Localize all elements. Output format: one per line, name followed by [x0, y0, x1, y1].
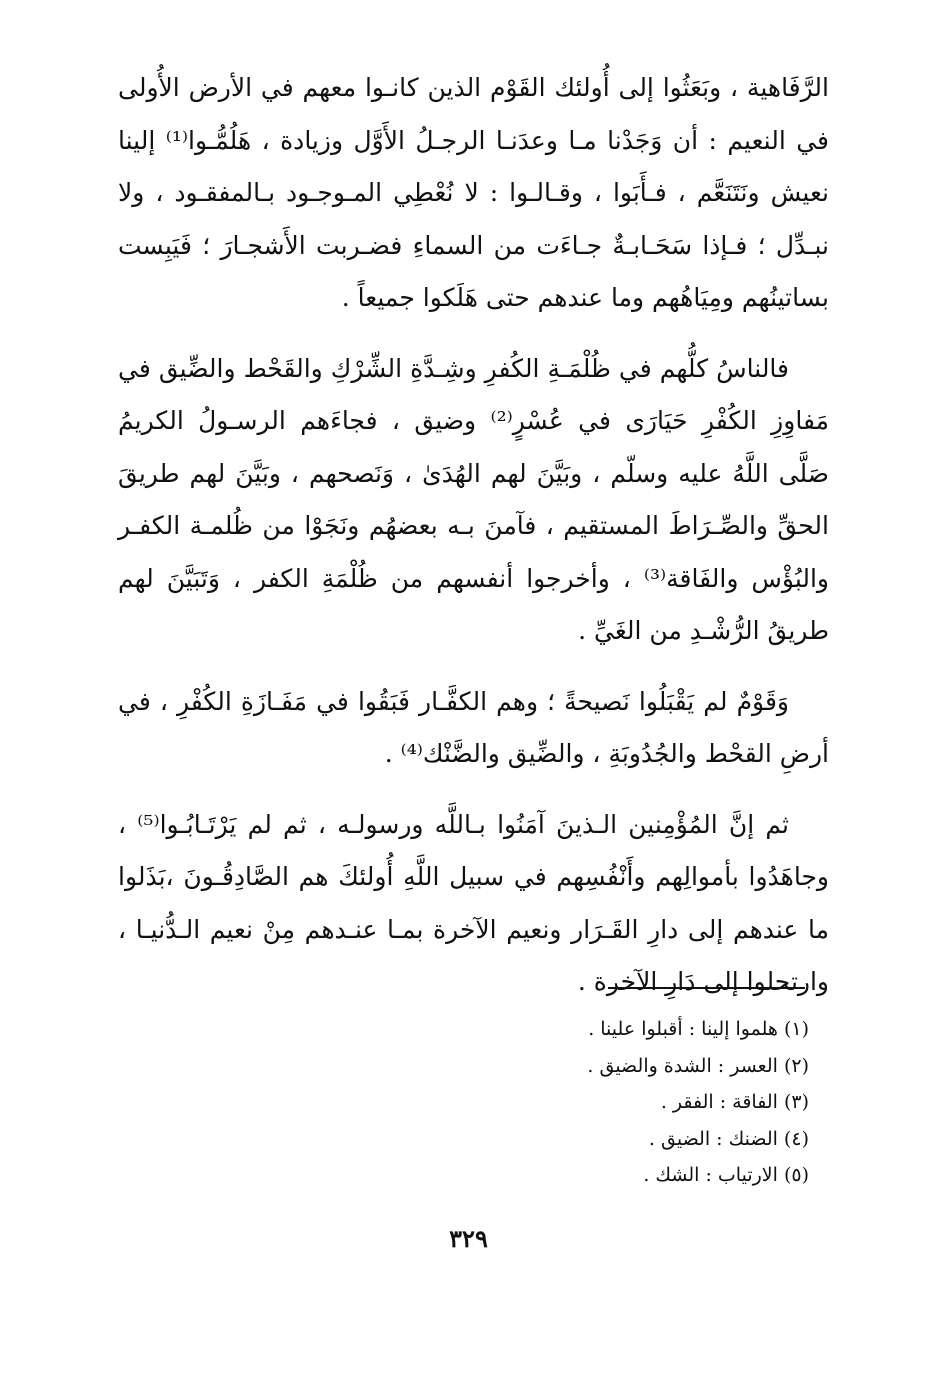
footnote-1: (١) هلموا إلينا : أقبلوا علينا . — [588, 1018, 809, 1040]
footnote-4: (٤) الضنك : الضيق . — [648, 1127, 809, 1150]
footnote-3: (٣) الفاقة : الفقر . — [660, 1091, 809, 1113]
footnote-2: (٢) العسر : الشدة والضيق . — [587, 1054, 809, 1077]
footnote-separator — [608, 987, 805, 989]
footnotes-list — [309, 1011, 809, 1194]
paragraph-3: وَقَوْمٌ لم يَقْبَلُوا نَصيحةً ؛ وهم الكفَّـار فَبَقُوا في مَفَـازَةِ الكُفْرِ ، في أرضِ القحْط والجُدُوبَةِ ، والضِّيق والضَّنْك⁽⁴⁾ . — [118, 686, 829, 768]
paragraph-1: الرَّفَاهية ، وبَعَثُوا إلى أُولئك القَوْم الذين كانـوا معهم في الأرض الأُولى في النعيم : أن وَجَدْنا مـا وعدَنـا الرجـلُ الأَوَّل وزيادة ، هَلُمُّـوا⁽¹⁾ إلينا نعيش ونَتَنَعَّم ، فـأَبَوا ، وقـالـوا : لا نُعْطِي المـوجـود بـالمفقـود ، ولا نبـدِّل ؛ فـإذا سَحَـابـةٌ جـاءَت من السماءِ فضـربت الأَشجـارَ ؛ فَيَبِست بساتينُهم ومِيَاهُهم وما عندهم حتى هَلَكوا جميعاً . — [118, 73, 829, 312]
paragraph-2: فالناسُ كلُّهم في ظُلْمَـةِ الكُفرِ وشِـدَّةِ الشِّرْكِ والقَحْط والضِّيق في مَفاوِزِ الكُفْرِ حَيَارَى في عُسْرٍ⁽²⁾ وضيق ، فجاءَهم الرسـولُ الكريمُ صَلَّى اللَّهُ عليه وسلّم ، وبَيَّنَ لهم الهُدَىٰ ، وَنَصحهم ، وبَيَّنَ لهم طريقَ الحقِّ والصِّـرَاطَ المستقيم ، فآمنَ بـه بعضهُم ونَجَوْا من ظُلمـة الكفـر والبُؤْس والفَاقة⁽³⁾ ، وأخرجوا أنفسهم من ظُلْمَةِ الكفر ، وَتَبَيَّنَ لهم طريقُ الرُّشْـدِ من الغَيِّ . — [118, 353, 829, 645]
paragraph-4: ثم إنَّ المُؤْمِنين الـذينَ آمَنُوا بـاللَّه ورسولـه ، ثم لم يَرْتَـابُـوا⁽⁵⁾ ، وجاهَدُوا بأموالِهم وأَنْفُسِهم في سبيل اللَّهِ أُولئكَ هم الصَّادِقُـونَ ،بَذَلوا ما عندهم إلى دارِ القَـرَار ونعيم الآخرة بمـا عنـدهم مِنْ نعيم الـدُّنيـا ، وارتحلوا إلى دَارِ الآخرة . — [118, 809, 829, 996]
main-text — [118, 62, 829, 1009]
page-number: ٣٢٩ — [449, 1224, 488, 1253]
footnote-5: (٥) الارتياب : الشك . — [643, 1164, 809, 1186]
